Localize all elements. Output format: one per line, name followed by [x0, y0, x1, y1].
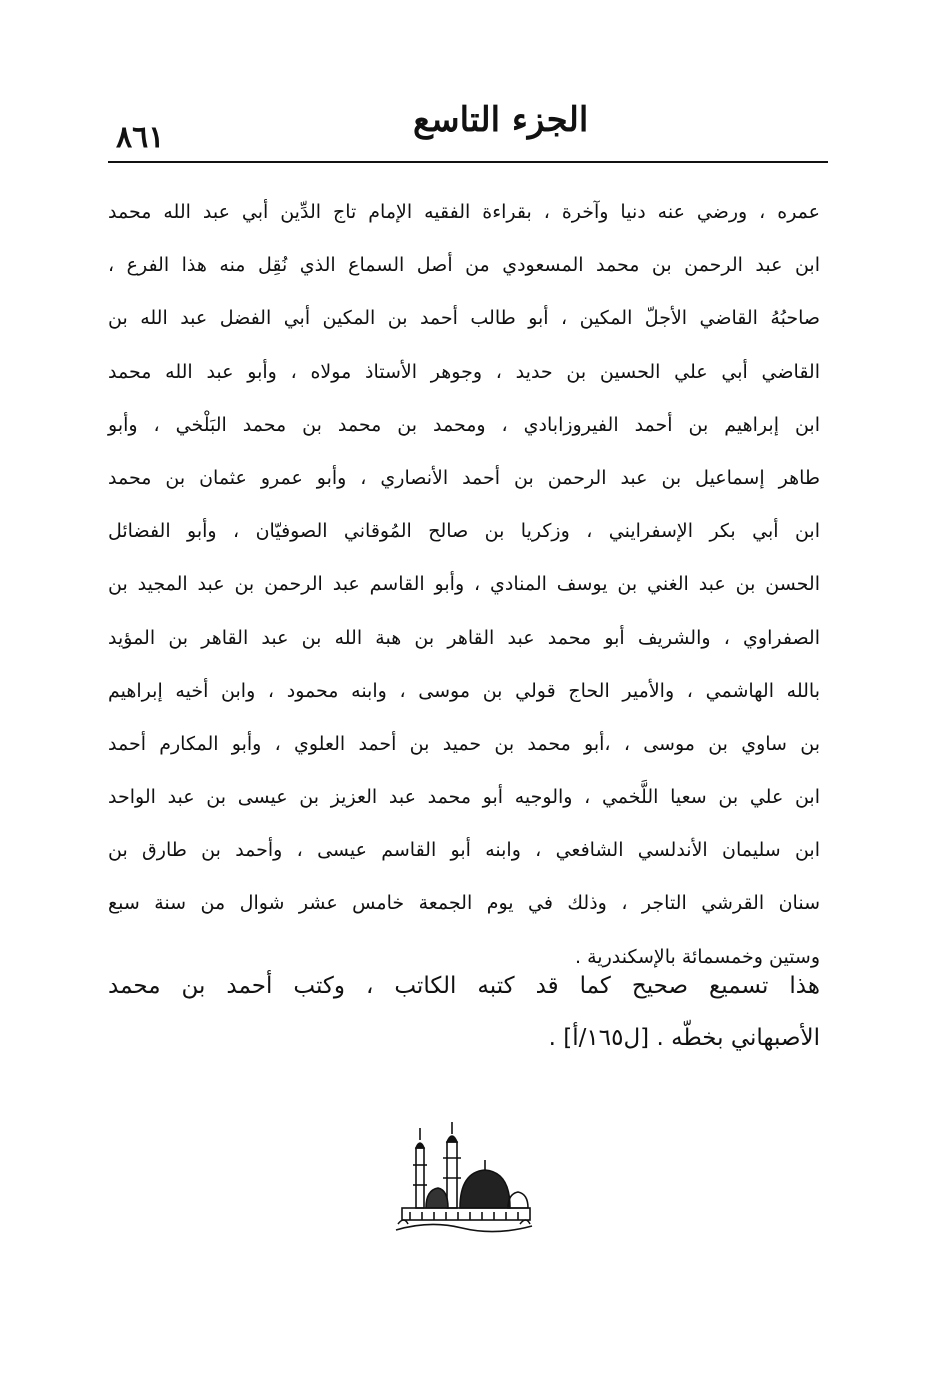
text-line: طاهر إسماعيل بن عبد الرحمن بن أحمد الأنصاري ، وأبو عمرو عثمان بن محمد: [108, 466, 820, 489]
text-line: صاحبُهُ القاضي الأجلّ المكين ، أبو طالب أحمد بن المكين أبي الفضل عبد الله بن: [108, 307, 820, 330]
text-line: بن ساوي بن موسى ، ،أبو محمد بن حميد بن أحمد العلوي ، وأبو المكارم أحمد: [108, 732, 820, 755]
page-number: ٨٦١: [116, 120, 165, 155]
closing-line: هذا تسميع صحيح كما قد كتبه الكاتب ، وكتب أحمد بن محمد: [108, 973, 820, 999]
text-line: ابن إبراهيم بن أحمد الفيروزابادي ، ومحمد بن محمد بن محمد البَلْخي ، وأبو: [108, 413, 820, 436]
mosque-ornament-icon: [390, 1120, 535, 1235]
text-line: ابن علي بن سعيا اللَّخمي ، والوجيه أبو محمد عبد العزيز بن عيسى بن عبد الواحد: [108, 786, 820, 809]
text-line: وستين وخمسمائة بالإسكندرية .: [575, 945, 820, 968]
closing-note: [108, 960, 820, 1064]
text-line: الحسن بن عبد الغني بن يوسف المنادي ، وأبو القاسم عبد الرحمن بن عبد المجيد بن: [108, 573, 820, 596]
text-line: القاضي أبي علي الحسين بن حديد ، وجوهر الأستاذ مولاه ، وأبو عبد الله محمد: [108, 360, 820, 383]
text-line: بالله الهاشمي ، والأمير الحاج قولي بن موسى ، وابنه محمود ، وابن أخيه إبراهيم: [108, 679, 820, 702]
running-title: الجزء التاسع: [413, 100, 589, 140]
text-line: ابن عبد الرحمن بن محمد المسعودي من أصل السماع الذي نُقِل منه هذا الفرع ،: [108, 254, 820, 277]
page-header: [108, 100, 828, 162]
text-line: عمره ، ورضي عنه دنيا وآخرة ، بقراءة الفقيه الإمام تاج الدِّين أبي عبد الله محمد: [108, 201, 820, 223]
text-line: ابن أبي بكر الإسفرايني ، وزكريا بن صالح المُوقاني الصوفيّان ، وأبو الفضائل: [108, 520, 820, 543]
text-line: سنان القرشي التاجر ، وذلك في يوم الجمعة خامس عشر شوال من سنة سبع: [108, 892, 820, 915]
closing-line: الأصبهاني بخطّه . [ل١٦٥/أ] .: [548, 1025, 820, 1051]
text-line: الصفراوي ، والشريف أبو محمد عبد القاهر بن هبة الله بن عبد القاهر بن المؤيد: [108, 626, 820, 649]
body-text: [108, 186, 820, 984]
text-line: ابن سليمان الأندلسي الشافعي ، وابنه أبو القاسم عيسى ، وأحمد بن طارق بن: [108, 839, 820, 862]
header-rule: [108, 161, 828, 163]
